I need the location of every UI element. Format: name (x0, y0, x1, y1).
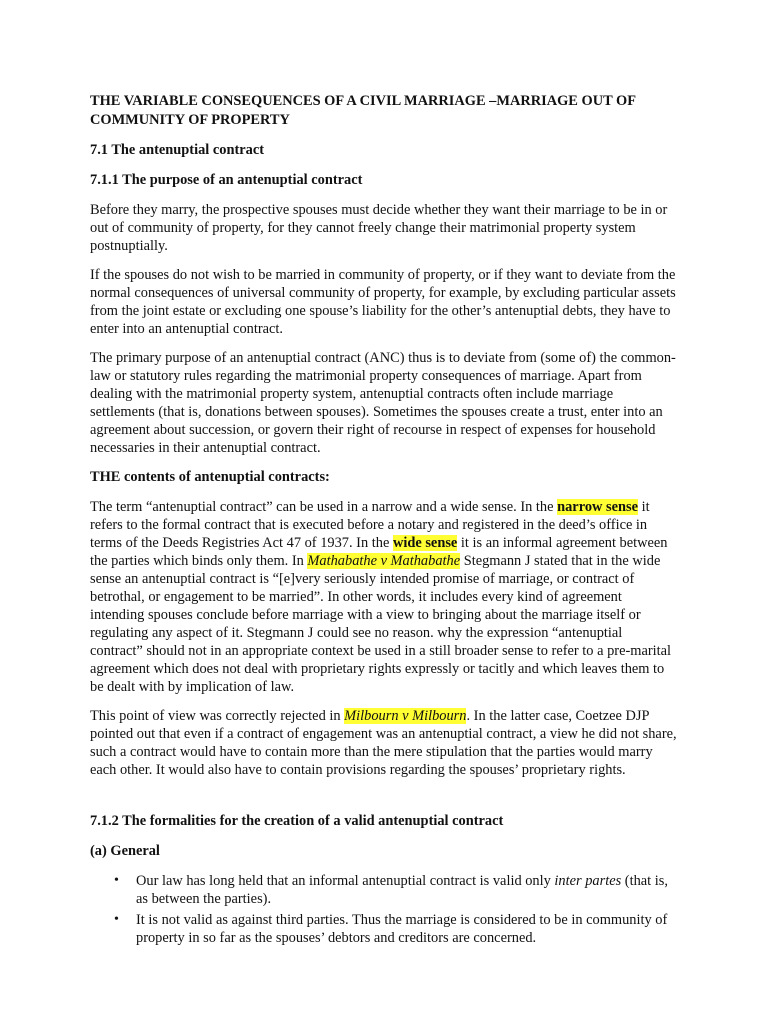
italic-term: inter partes (554, 873, 622, 889)
highlight-narrow-sense: narrow sense (557, 499, 638, 515)
section-heading-7-1-1: 7.1.1 The purpose of an antenuptial contract (90, 172, 363, 188)
subheading-general: (a) General (90, 843, 160, 859)
contents-heading: THE contents of antenuptial contracts: (90, 469, 330, 485)
document-title: THE VARIABLE CONSEQUENCES OF A CIVIL MARRIAGE –MARRIAGE OUT OF COMMUNITY OF PROPERTY (90, 93, 636, 128)
highlight-case-milbourn: Milbourn v Milbourn (344, 708, 467, 724)
highlight-case-mathabathe: Mathabathe v Mathabathe (307, 553, 461, 569)
text-run: . In the latter case, Coetzee DJP pointed out that even if a contract of engagement was an antenuptial contract, a view he did not share, such a contract would have to contain more than the mere stipulation that the parties would marry each other. It would also have to contain provisions regarding the spouses’ proprietary rights. (90, 708, 677, 778)
document-page (90, 92, 678, 950)
paragraph-term-definition (90, 498, 678, 696)
bullet-icon: • (114, 873, 119, 888)
list-item (114, 911, 678, 947)
text-run: it refers to the formal contract that is executed before a notary and registered in the deed’s office in terms of the Deeds Registries Act 47 of 1937. In the (90, 499, 650, 551)
section-heading-7-1: 7.1 The antenuptial contract (90, 142, 265, 158)
text-run: Stegmann J stated that in the wide sense an antenuptial contract is “[e]very seriously intended promise of marriage, or contract of betrothal, or engagement to be married”. In other words, it includes every kind of agreement intending spouses conclude before marriage with a view to bringing about the marriage itself or regulating any aspect of it. Stegmann J could see no reason. why the expression “antenuptial contract” should not in an appropriate context be used in a still broader sense to refer to a pre-marital agreement which does not deal with proprietary rights expressly or tacitly and which leaves them to be dealt with by implication of law. (90, 553, 672, 695)
text-run: it is an informal agreement between the parties which binds only them. In (90, 535, 668, 569)
text-run: (that is, as between the parties). (136, 873, 668, 907)
paragraph-before-marriage: Before they marry, the prospective spouses must decide whether they want their marriage to be in or out of community of property, for they cannot freely change their matrimonial property system postnuptially. (90, 202, 668, 254)
text-run: It is not valid as against third parties. Thus the marriage is considered to be in community of property in so far as the spouses’ debtors and creditors are concerned. (136, 912, 668, 946)
spacer (90, 790, 678, 812)
text-run: Our law has long held that an informal antenuptial contract is valid only (136, 873, 555, 889)
bullet-list (90, 872, 678, 947)
bullet-icon: • (114, 912, 119, 927)
highlight-wide-sense: wide sense (392, 535, 458, 551)
paragraph-deviation: If the spouses do not wish to be married in community of property, or if they want to deviate from the normal consequences of universal community of property, for example, by excluding particular assets from the joint estate or excluding one spouse’s liability for the other’s antenuptial debts, they have to enter into an antenuptial contract. (90, 267, 676, 337)
list-item (114, 872, 678, 908)
paragraph-primary-purpose: The primary purpose of an antenuptial contract (ANC) thus is to deviate from (some of) the common-law or statutory rules regarding the matrimonial property consequences of marriage. Apart from dealing with the matrimonial property system, antenuptial contracts often include marriage settlements (that is, donations between spouses). Sometimes the spouses create a trust, enter into an agreement about succession, or govern their right of recourse in respect of expenses for household necessaries in their antenuptial contract. (90, 350, 676, 456)
paragraph-milbourn (90, 707, 678, 779)
section-heading-7-1-2: 7.1.2 The formalities for the creation of a valid antenuptial contract (90, 813, 504, 829)
text-run: This point of view was correctly rejected in (90, 708, 345, 724)
text-run: The term “antenuptial contract” can be used in a narrow and a wide sense. In the (90, 499, 558, 515)
